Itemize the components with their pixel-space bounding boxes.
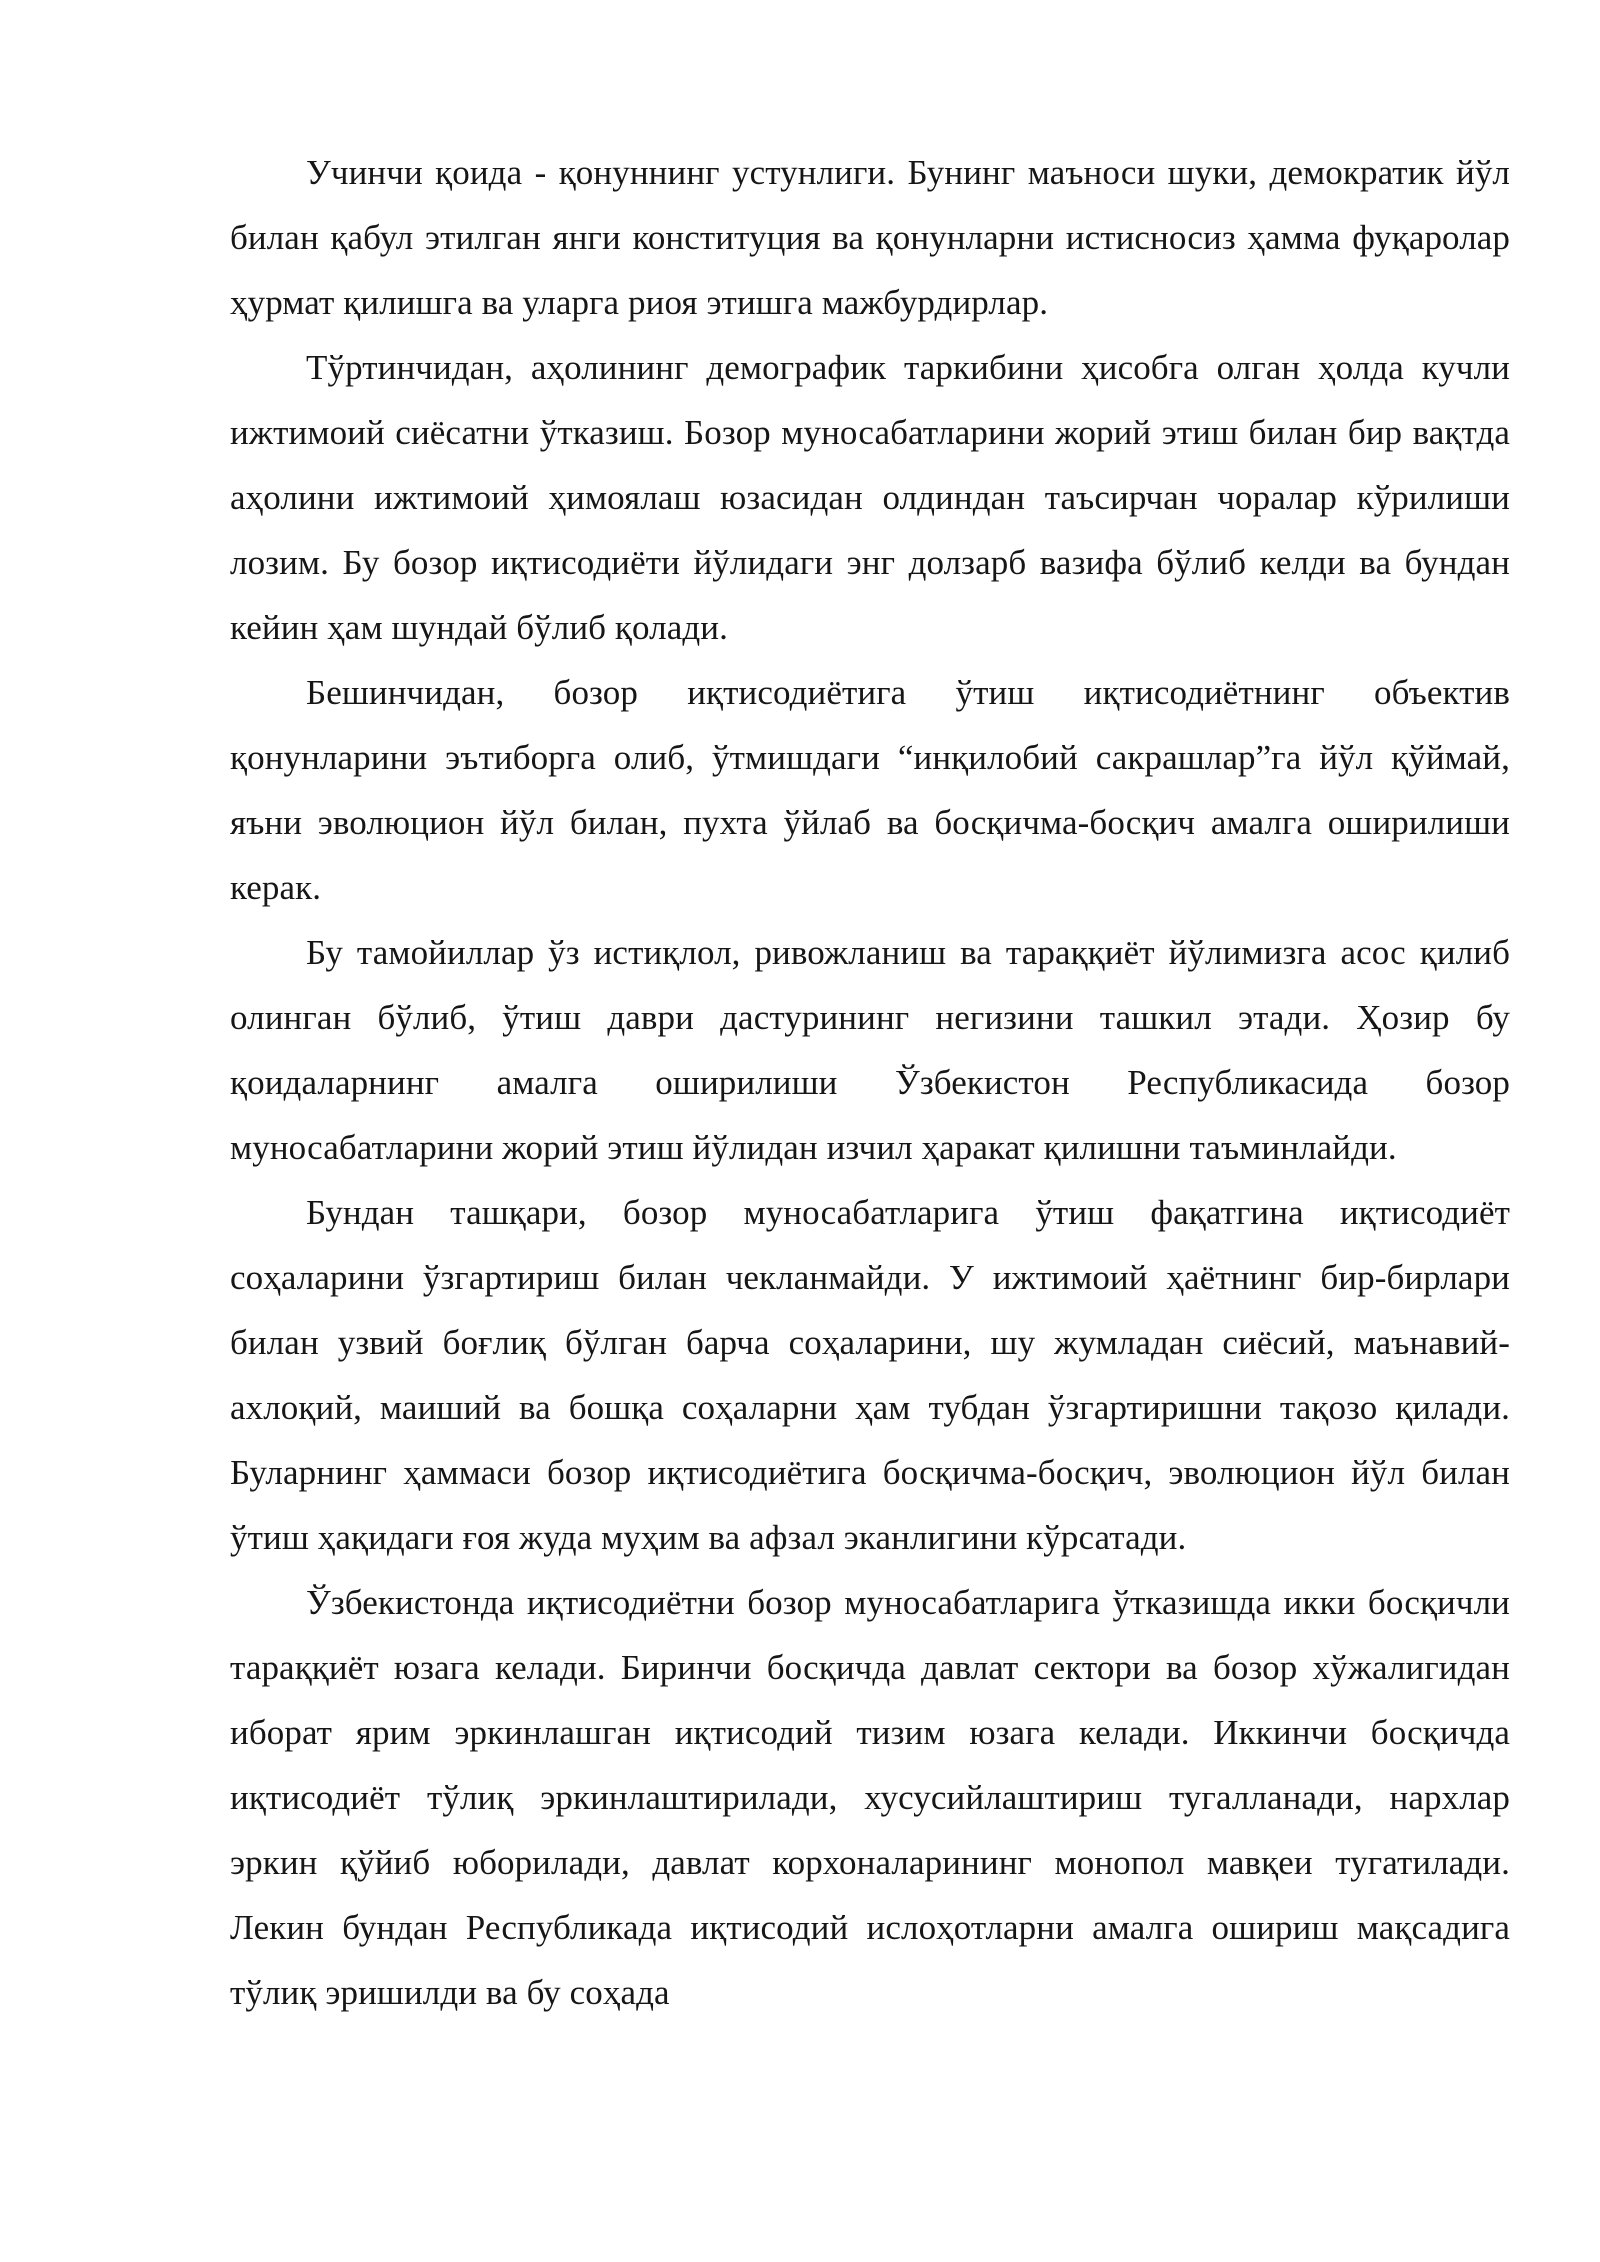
paragraph-fifth-principle: Бешинчидан, бозор иқтисодиётига ўтиш иқтисодиётнинг объектив қонунларини эътиборга олиб, ўтмишдаги “инқилобий сакрашлар”га йўл қўймай, яъни эволюцион йўл билан, пухта ўйлаб ва босқичма-босқич амалга оширилиши керак. <box>230 673 1510 907</box>
text-body <box>230 140 1510 2025</box>
paragraph-third-rule: Учинчи қоида - қонуннинг устунлиги. Бунинг маъноси шуки, демократик йўл билан қабул этилган янги конституция ва қонунларни истисносиз ҳамма фуқаролар ҳурмат қилишга ва уларга риоя этишга мажбурдирлар. <box>230 153 1510 322</box>
paragraph-fourth-principle: Тўртинчидан, аҳолининг демографик таркибини ҳисобга олган ҳолда кучли ижтимоий сиёсатни ўтказиш. Бозор муносабатларини жорий этиш билан бир вақтда аҳолини ижтимоий ҳимоялаш юзасидан олдиндан таъсирчан чоралар кўрилиши лозим. Бу бозор иқтисодиёти йўлидаги энг долзарб вазифа бўлиб келди ва бундан кейин ҳам шундай бўлиб қолади. <box>230 348 1510 647</box>
paragraph-two-stage-development: Ўзбекистонда иқтисодиётни бозор муносабатларига ўтказишда икки босқичли тараққиёт юзага келади. Биринчи босқичда давлат сектори ва бозор хўжалигидан иборат ярим эркинлашган иқтисодий тизим юзага келади. Иккинчи босқичда иқтисодиёт тўлиқ эркинлаштирилади, хусусийлаштириш тугалланади, нархлар эркин қўйиб юборилади, давлат корхоналарининг монопол мавқеи тугатилади. Лекин бундан Республикада иқтисодий ислоҳотларни амалга ошириш мақсадига тўлиқ эришилди ва бу соҳада <box>230 1583 1510 2012</box>
paragraph-social-transformation: Бундан ташқари, бозор муносабатларига ўтиш фақатгина иқтисодиёт соҳаларини ўзгартириш билан чекланмайди. У ижтимоий ҳаётнинг бир-бирлари билан узвий боғлиқ бўлган барча соҳаларини, шу жумладан сиёсий, маънавий-ахлоқий, маиший ва бошқа соҳаларни ҳам тубдан ўзгартиришни тақозо қилади. Буларнинг ҳаммаси бозор иқтисодиётига босқичма-босқич, эволюцион йўл билан ўтиш ҳақидаги ғоя жуда муҳим ва афзал эканлигини кўрсатади. <box>230 1193 1510 1557</box>
paragraph-principles-summary: Бу тамойиллар ўз истиқлол, ривожланиш ва тараққиёт йўлимизга асос қилиб олинган бўлиб, ўтиш даври дастурининг негизини ташкил этади. Ҳозир бу қоидаларнинг амалга оширилиши Ўзбекистон Республикасида бозор муносабатларини жорий этиш йўлидан изчил ҳаракат қилишни таъминлайди. <box>230 933 1510 1167</box>
